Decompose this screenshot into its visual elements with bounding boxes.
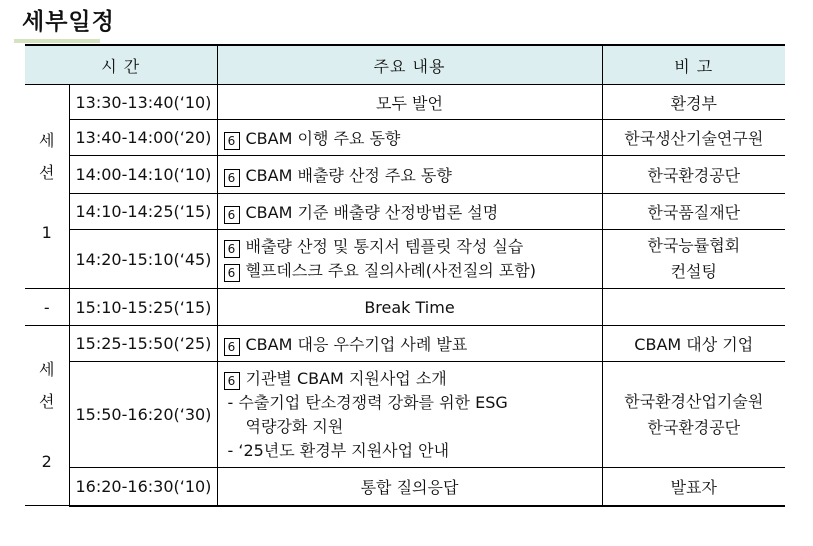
number-6-icon: 6 (224, 338, 240, 356)
break-label: - (25, 289, 69, 326)
page-title: 세부일정 (22, 9, 115, 35)
table-row (25, 468, 785, 506)
session-1-label: 세 션 1 (25, 85, 69, 289)
content-cell: 6 기관별 CBAM 지원사업 소개 - 수출기업 탄소경쟁력 강화를 위한 ESG 역량강화 지원 - ‘25년도 환경부 지원사업 안내 (217, 362, 602, 468)
content-cell: 6 CBAM 대응 우수기업 사례 발표 (217, 326, 602, 362)
remarks-cell (602, 289, 785, 326)
time-cell: 15:25-15:50(‘25) (69, 326, 217, 362)
time-cell: 15:50-16:20(‘30) (69, 362, 217, 468)
content-cell: 모두 발언 (217, 85, 602, 120)
table-row (25, 230, 785, 289)
header-remarks: 비 고 (602, 45, 785, 85)
time-cell: 13:40-14:00(‘20) (69, 120, 217, 156)
content-cell: 6 CBAM 이행 주요 동향 (217, 120, 602, 156)
number-6-icon: 6 (224, 206, 240, 224)
content-cell: Break Time (217, 289, 602, 326)
table-row (25, 289, 785, 326)
remarks-cell: CBAM 대상 기업 (602, 326, 785, 362)
table-row (25, 326, 785, 362)
remarks-cell: 발표자 (602, 468, 785, 506)
header-content: 주요 내용 (217, 45, 602, 85)
remarks-cell: 한국환경산업기술원 한국환경공단 (602, 362, 785, 468)
header-row (25, 45, 785, 85)
table-row (25, 156, 785, 194)
time-cell: 14:10-14:25(‘15) (69, 194, 217, 230)
title-underline (14, 39, 100, 43)
content-cell: 6 배출량 산정 및 통지서 템플릿 작성 실습 6 헬프데스크 주요 질의사례(사전질의 포함) (217, 230, 602, 289)
number-6-icon: 6 (224, 264, 240, 282)
table-row (25, 120, 785, 156)
content-cell: 6 CBAM 배출량 산정 주요 동향 (217, 156, 602, 194)
table-row (25, 194, 785, 230)
remarks-cell: 한국생산기술연구원 (602, 120, 785, 156)
remarks-cell: 환경부 (602, 85, 785, 120)
content-cell: 통합 질의응답 (217, 468, 602, 506)
time-cell: 14:00-14:10(‘10) (69, 156, 217, 194)
time-cell: 16:20-16:30(‘10) (69, 468, 217, 506)
remarks-cell: 한국환경공단 (602, 156, 785, 194)
number-6-icon: 6 (224, 372, 240, 390)
time-cell: 13:30-13:40(‘10) (69, 85, 217, 120)
time-cell: 14:20-15:10(‘45) (69, 230, 217, 289)
number-6-icon: 6 (224, 132, 240, 150)
remarks-cell: 한국능률협회 컨설팅 (602, 230, 785, 289)
number-6-icon: 6 (224, 240, 240, 258)
header-time: 시 간 (25, 45, 217, 85)
time-cell: 15:10-15:25(‘15) (69, 289, 217, 326)
session-2-label: 세 션 2 (25, 326, 69, 506)
content-cell: 6 CBAM 기준 배출량 산정방법론 설명 (217, 194, 602, 230)
remarks-cell: 한국품질재단 (602, 194, 785, 230)
table-row (25, 362, 785, 468)
table-row (25, 85, 785, 120)
number-6-icon: 6 (224, 169, 240, 187)
schedule-table (25, 44, 785, 507)
